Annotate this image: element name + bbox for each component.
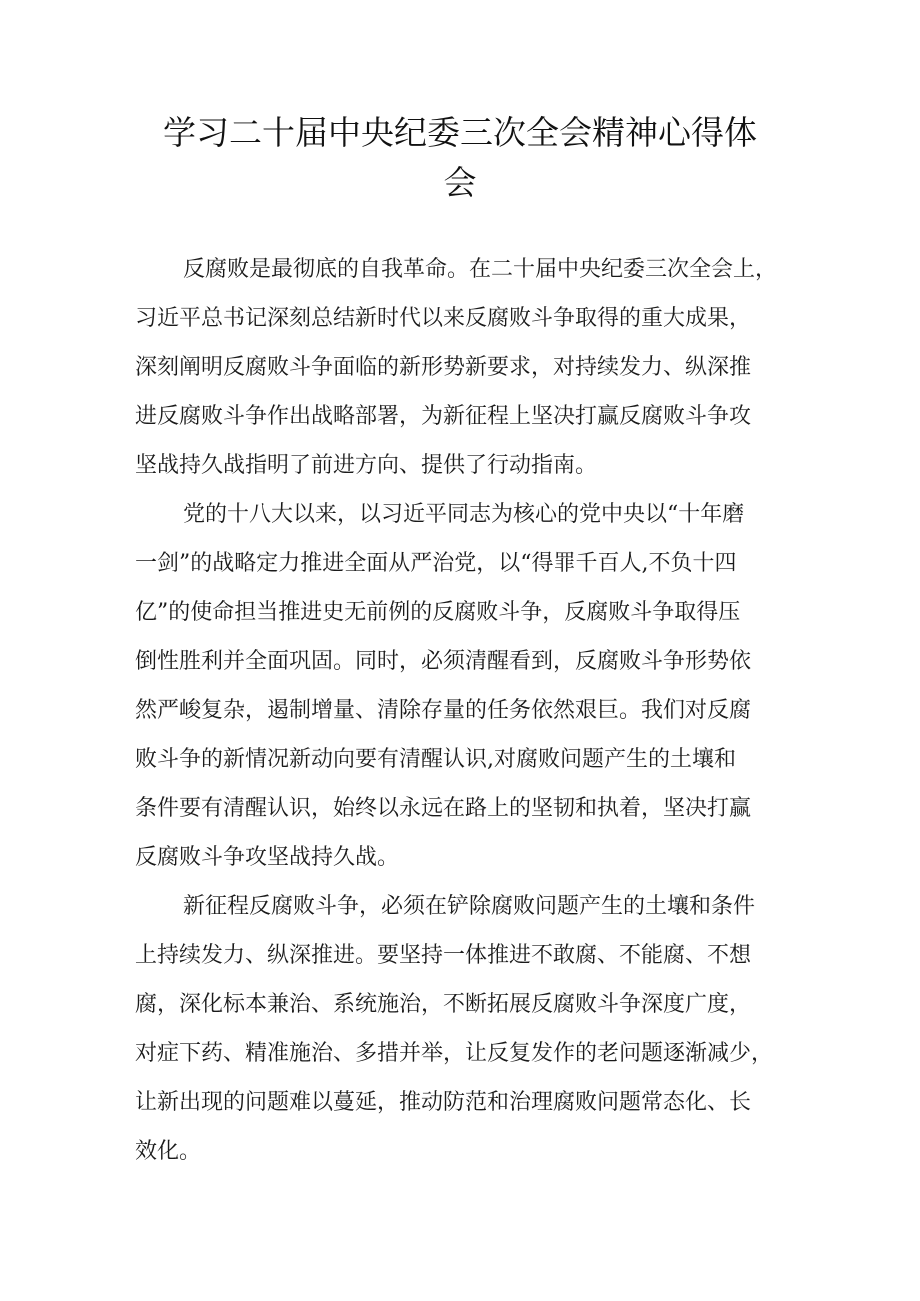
paragraph-2-line-7: 条件要有清醒认识，始终以永远在路上的坚韧和执着，坚决打赢 — [135, 796, 752, 821]
document-title — [130, 108, 790, 208]
paragraph-2-line-6: 败斗争的新情况新动向要有清醒认识,对腐败问题产生的土壤和 — [135, 747, 736, 772]
paragraph-1-line-5: 坚战持久战指明了前进方向、提供了行动指南。 — [135, 453, 598, 478]
paragraph-2-line-8: 反腐败斗争攻坚战持久战。 — [135, 845, 400, 870]
paragraph-3-line-6: 效化。 — [135, 1139, 202, 1164]
paragraph-1-line-1: 反腐败是最彻底的自我革命。在二十届中央纪委三次全会上， — [183, 257, 778, 282]
paragraph-3-line-4: 对症下药、精准施治、多措并举，让反复发作的老问题逐渐减少， — [135, 1041, 774, 1066]
paragraph-2-line-3: 亿”的使命担当推进史无前例的反腐败斗争，反腐败斗争取得压 — [135, 600, 741, 625]
paragraph-3-line-2: 上持续发力、纵深推进。要坚持一体推进不敢腐、不能腐、不想 — [135, 943, 752, 968]
paragraph-2-line-5: 然严峻复杂，遏制增量、清除存量的任务依然艰巨。我们对反腐 — [135, 698, 752, 723]
paragraph-3-line-3: 腐，深化标本兼治、系统施治，不断拓展反腐败斗争深度广度， — [135, 992, 752, 1017]
paragraph-3-line-1: 新征程反腐败斗争，必须在铲除腐败问题产生的土壤和条件 — [183, 894, 756, 919]
paragraph-1-line-3: 深刻阐明反腐败斗争面临的新形势新要求，对持续发力、纵深推 — [135, 355, 752, 380]
paragraph-2-line-4: 倒性胜利并全面巩固。同时，必须清醒看到，反腐败斗争形势依 — [135, 649, 752, 674]
paragraph-2-line-2: 一剑”的战略定力推进全面从严治党，以“得罪千百人,不负十四 — [135, 551, 737, 576]
paragraph-1-line-4: 进反腐败斗争作出战略部署，为新征程上坚决打赢反腐败斗争攻 — [135, 404, 752, 429]
title-line-2: 会 — [443, 163, 477, 202]
paragraph-1-line-2: 习近平总书记深刻总结新时代以来反腐败斗争取得的重大成果， — [135, 306, 752, 331]
paragraph-3-line-5: 让新出现的问题难以蔓延，推动防范和治理腐败问题常态化、长 — [135, 1090, 752, 1115]
paragraph-2-line-1: 党的十八大以来，以习近平同志为核心的党中央以“十年磨 — [183, 502, 745, 527]
title-line-1: 学习二十届中央纪委三次全会精神心得体 — [163, 113, 757, 152]
